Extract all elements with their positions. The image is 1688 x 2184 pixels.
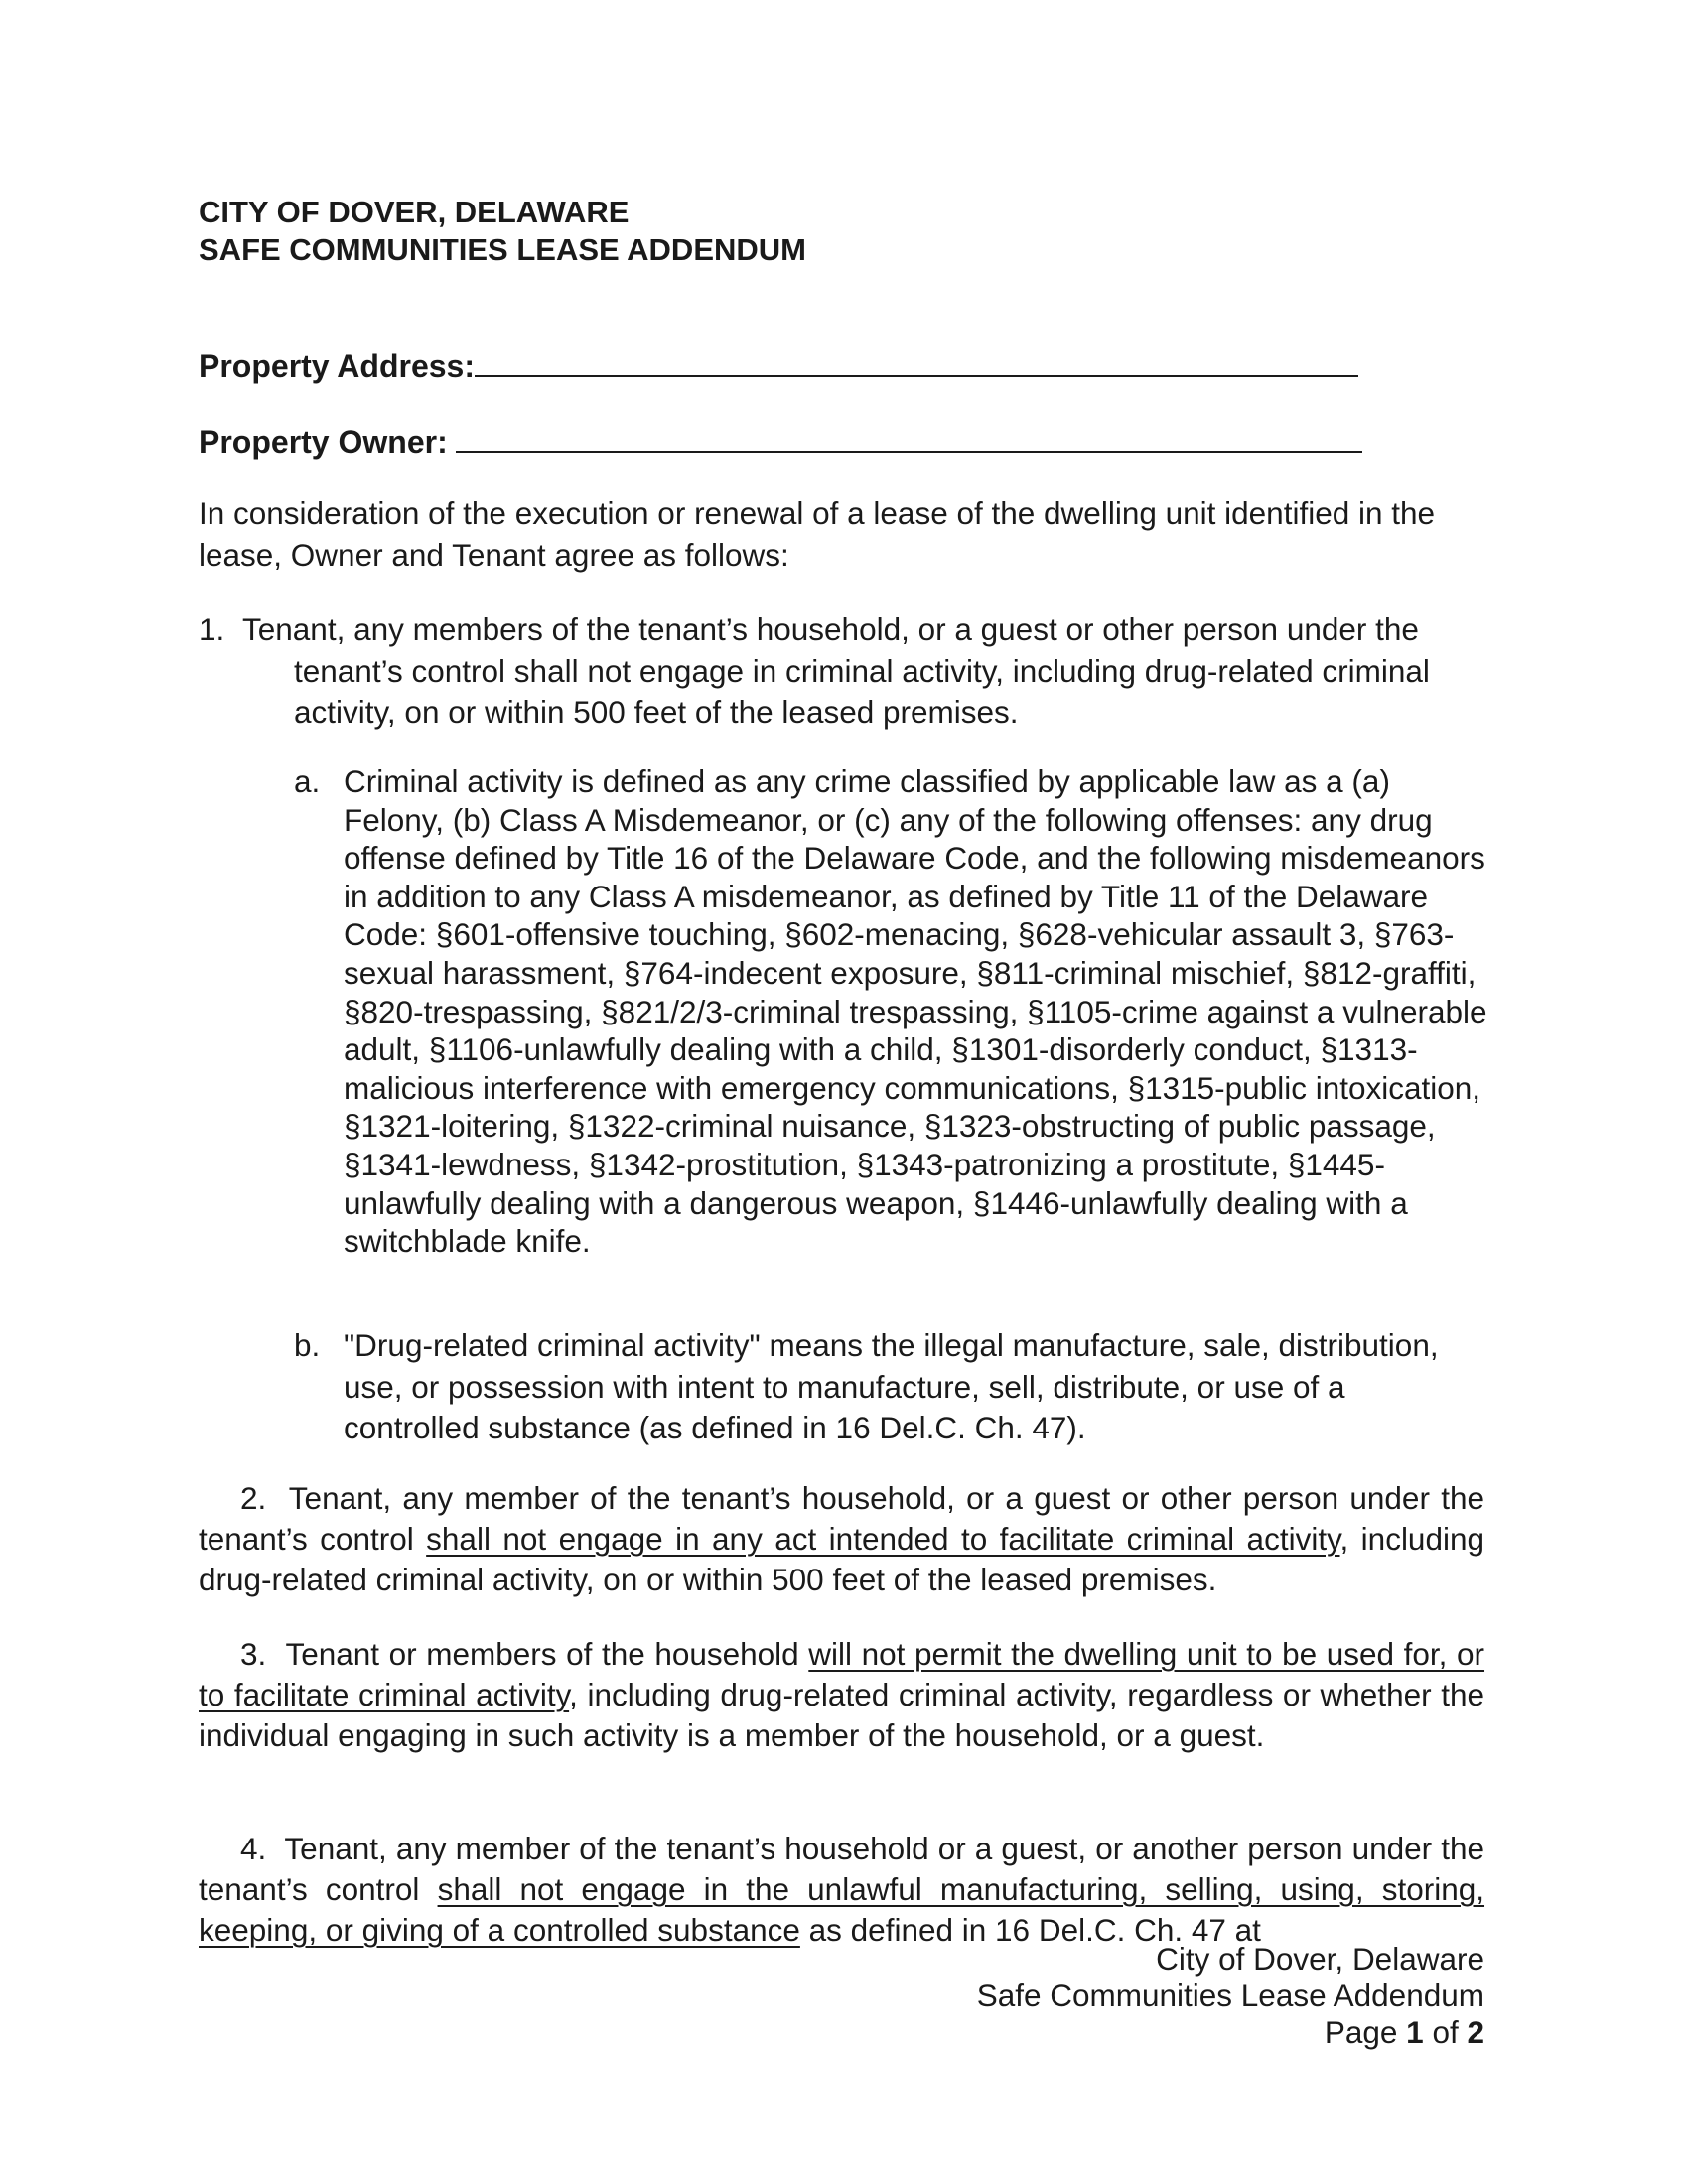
clause-4 <box>199 1829 1484 1951</box>
clause-1a <box>294 762 1491 1261</box>
clause-2-number: 2. <box>240 1480 267 1516</box>
clause-1-text: Tenant, any members of the tenant’s household, or a guest or other person under the tenant’s control shall not engage in criminal activity, including drug-related criminal activity, on or within 500 feet of the leased premises. <box>242 612 1430 730</box>
clause-1a-text: Criminal activity is defined as any crime classified by applicable law as a (a) Felony, (b) Class A Misdemeanor, or (c) any of the following offenses: any drug offense defined by Title 16 of the Delaware Code, and the following misdemeanors in addition to any Class A misdemeanor, as defined by Title 11 of the Delaware Code: §601-offensive touching, §602-menacing, §628-vehicular assault 3, §763-sexual harassment, §764-indecent exposure, §811-criminal mischief, §812-graffiti, §820-trespassing, §821/2/3-criminal trespassing, §1105-crime against a vulnerable adult, §1106-unlawfully dealing with a child, §1301-disorderly conduct, §1313-malicious interference with emergency communications, §1315-public intoxication, §1321-loitering, §1322-criminal nuisance, §1323-obstructing of public passage, §1341-lewdness, §1342-prostitution, §1343-patronizing a prostitute, §1445-unlawfully dealing with a dangerous weapon, §1446-unlawfully dealing with a switchblade knife. <box>344 763 1487 1260</box>
footer-city: City of Dover, Delaware <box>1156 1941 1484 1977</box>
clause-1-number: 1. <box>199 612 225 647</box>
property-owner-blank[interactable] <box>456 421 1362 453</box>
clause-2-text-end: , including drug-related criminal activity, on or within 500 feet of the leased premises. <box>199 1521 1485 1597</box>
clause-3-text-end: , including drug-related criminal activity, regardless or whether the individual engaging in such activity is a member of the household, or a guest. <box>199 1677 1484 1753</box>
header-city: CITY OF DOVER, DELAWARE <box>199 195 630 229</box>
page-of: of <box>1423 2014 1468 2050</box>
page-prefix: Page <box>1324 2014 1407 2050</box>
clause-1b-text: "Drug-related criminal activity" means the illegal manufacture, sale, distribution, use, or possession with intent to manufacture, sell, distribute, or use of a controlled substance (as defined in 16 Del.C. Ch. 47). <box>344 1327 1439 1445</box>
property-owner-field <box>199 421 1362 461</box>
footer-document-title: Safe Communities Lease Addendum <box>976 1978 1484 2013</box>
clause-1b-letter: b. <box>294 1327 321 1363</box>
property-address-field <box>199 345 1358 385</box>
page-current: 1 <box>1406 2014 1424 2050</box>
clause-1a-letter: a. <box>294 763 321 799</box>
clause-2-underlined: shall not engage in any act intended to facilitate criminal activity <box>426 1521 1340 1557</box>
intro-paragraph: In consideration of the execution or renewal of a lease of the dwelling unit identified in the lease, Owner and Tenant agree as follows: <box>199 495 1436 573</box>
clause-4-underlined: shall not engage in the unlawful manufacturing, selling, using, storing, keeping, or giving of a controlled substance <box>199 1871 1485 1948</box>
clause-3-text: Tenant or members of the household <box>285 1636 809 1672</box>
property-owner-label: Property Owner: <box>199 424 448 460</box>
property-address-label: Property Address: <box>199 348 475 384</box>
clause-3-number: 3. <box>240 1636 267 1672</box>
clause-3-underlined: will not permit the dwelling unit to be used for, or to facilitate criminal activity <box>199 1636 1485 1712</box>
clause-4-text-end: as defined in 16 Del.C. Ch. 47 at <box>799 1912 1261 1948</box>
property-address-blank[interactable] <box>475 345 1358 377</box>
page-footer <box>977 1941 1484 2051</box>
page-total: 2 <box>1467 2014 1484 2050</box>
clause-4-text: Tenant, any member of the tenant’s household or a guest, or another person under the tenant’s control <box>199 1831 1484 1907</box>
footer-page-number <box>977 2014 1484 2051</box>
clause-1b <box>294 1325 1466 1449</box>
clause-1 <box>199 610 1460 734</box>
document-header <box>199 194 806 269</box>
clause-2 <box>199 1478 1484 1600</box>
clause-3 <box>199 1634 1484 1756</box>
clause-4-number: 4. <box>240 1831 267 1866</box>
header-title: SAFE COMMUNITIES LEASE ADDENDUM <box>199 232 806 267</box>
clause-2-text: Tenant, any member of the tenant’s household, or a guest or other person under the tenant’s control <box>199 1480 1484 1557</box>
